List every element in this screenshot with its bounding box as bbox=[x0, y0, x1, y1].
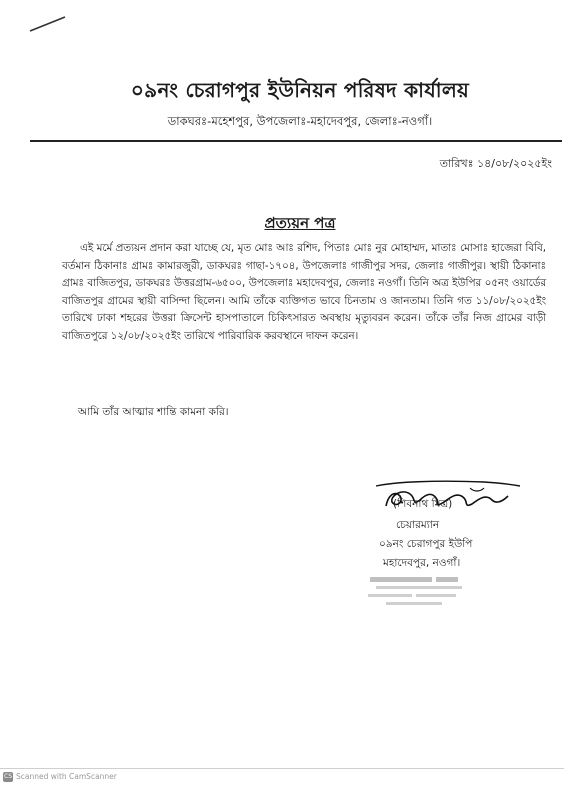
signatory-designation: চেয়ারম্যান bbox=[396, 519, 440, 531]
org-address: ডাকঘরঃ-মহেশপুর, উপজেলাঃ-মহাদেবপুর, জেলাঃ-নওগাঁ। bbox=[167, 114, 433, 128]
signatory-location: মহাদেবপুর, নওগাঁ। bbox=[383, 557, 461, 569]
pen-stroke-mark bbox=[28, 14, 68, 34]
scan-footer-divider bbox=[0, 768, 564, 769]
certificate-body bbox=[62, 240, 546, 346]
faded-seal-stamp bbox=[362, 574, 482, 612]
header-divider bbox=[30, 140, 562, 142]
certificate-body-text: এই মর্মে প্রত্যয়ন প্রদান করা যাচ্ছে যে, মৃত মোঃ আঃ রশিদ, পিতাঃ মোঃ নুর মোহাম্মদ, মাতাঃ মোসাঃ হাজেরা বিবি, বর্তমান ঠিকানাঃ গ্রামঃ কামারজুরী, ডাকঘরঃ গাছা-১৭০৪, উপজেলাঃ গাজীপুর সদর, জেলাঃ গাজীপুর। স্থায়ী ঠিকানাঃ গ্রামঃ বাজিতপুর, ডাকঘরঃ উত্তরগ্রাম-৬৫০০, উপজেলাঃ মহাদেবপুর, জেলাঃ নওগাঁ। তিনি অত্র ইউপির ০৫নং ওয়ার্ডের বাজিতপুর গ্রামের স্থায়ী বাসিন্দা ছিলেন। আমি তাঁকে ব্যক্তিগত ভাবে চিনতাম ও জানতাম। তিনি গত ১১/০৮/২০২৫ইং তারিখে ঢাকা শহরের উত্তরা ক্রিসেন্ট হাসপাতালে চিকিৎসারত অবস্থায় মৃত্যুবরন করেন। তাঁকে তাঁর নিজ গ্রামের বাড়ী বাজিতপুরে ১২/০৮/২০২৫ইং তারিখে পারিবারিক করবস্থানে দাফন করেন। bbox=[62, 242, 547, 342]
org-title: ০৯নং চেরাগপুর ইউনিয়ন পরিষদ কার্যালয় bbox=[130, 78, 470, 102]
prayer-line: আমি তাঁর আত্মার শান্তি কামনা করি। bbox=[78, 406, 229, 418]
camscanner-logo-icon: CS bbox=[4, 773, 12, 780]
scanner-watermark: Scanned with CamScanner bbox=[16, 772, 117, 781]
signatory-name: (শিবনাথ মিত্র) bbox=[393, 498, 453, 510]
document-title: প্রত্যয়ন পত্র bbox=[264, 214, 336, 232]
issue-date: তারিখঃ ১৪/০৮/২০২৫ইং bbox=[439, 157, 552, 170]
signatory-office: ০৯নং চেরাগপুর ইউপি bbox=[379, 538, 473, 550]
